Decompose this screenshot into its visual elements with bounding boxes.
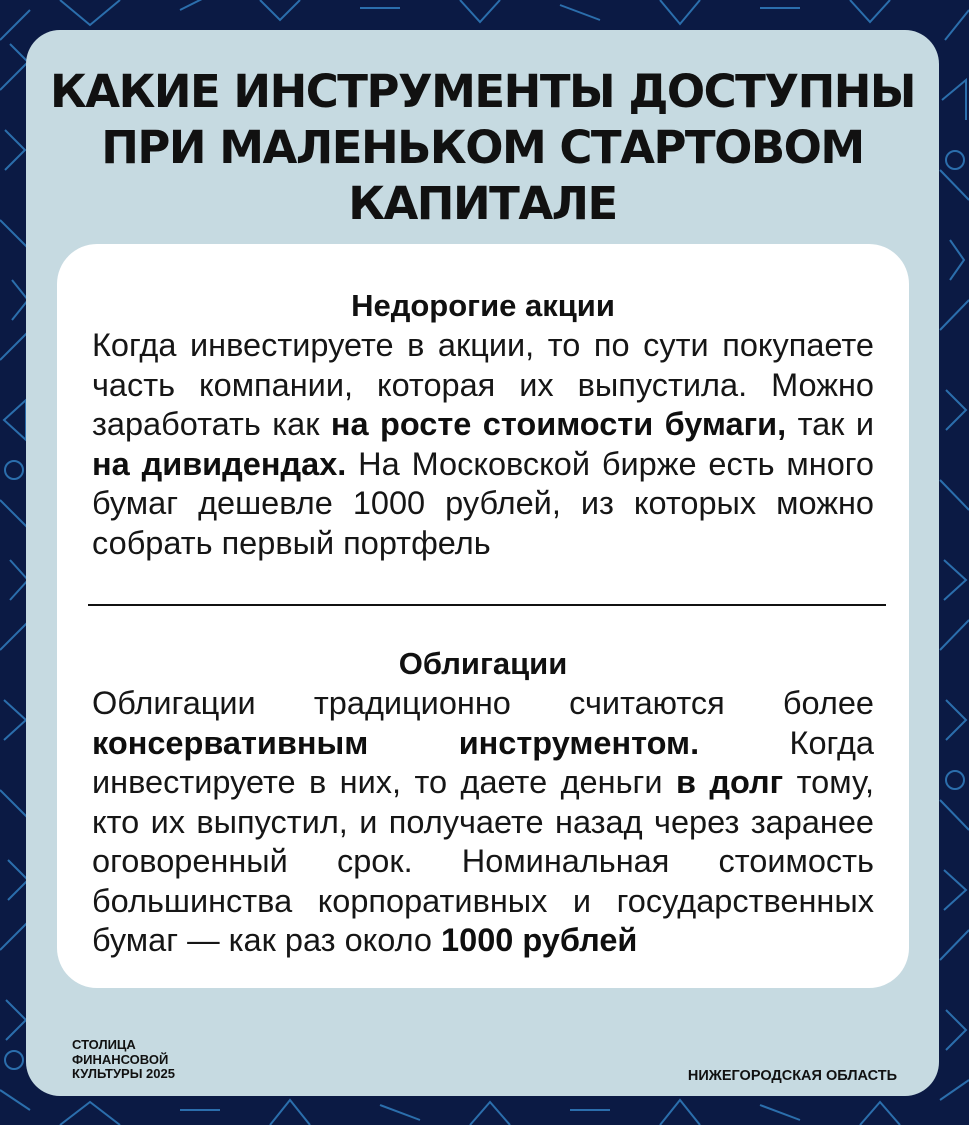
content-panel: [57, 244, 909, 988]
logo-line: КУЛЬТУРЫ 2025: [72, 1066, 175, 1081]
section-divider: [88, 604, 886, 606]
body-text: На Московской бирже есть много бумаг дешевле 1000 рублей, из которых можно собрать первый портфель: [92, 445, 874, 561]
body-text-bold: на росте стоимости бумаги,: [330, 406, 787, 442]
logo-line: ФИНАНСОВОЙ: [72, 1051, 169, 1067]
section-body: [92, 326, 874, 563]
section-heading: Недорогие акции: [351, 288, 615, 323]
body-text-bold: на дивидендах.: [92, 445, 347, 482]
brand-logo: [72, 1038, 175, 1082]
body-text-bold: консервативным инструментом.: [92, 724, 700, 761]
body-text: Когда инвестируете в акции, то по сути покупаете часть компании, которая их выпустила. Можно заработать как: [92, 327, 874, 442]
body-text: Когда инвестируете в них, то даете деньги: [92, 724, 874, 800]
section-bonds: [92, 646, 874, 961]
section-body: [92, 684, 874, 961]
body-text-bold: в долг: [675, 764, 784, 800]
section-heading: Облигации: [398, 646, 568, 681]
logo-line: СТОЛИЦА: [72, 1037, 136, 1052]
body-text: так и: [786, 406, 874, 442]
body-text: Облигации традиционно считаются более: [92, 685, 874, 721]
info-card: [26, 30, 939, 1096]
body-text-bold: 1000 рублей: [441, 922, 638, 958]
body-text: тому, кто их выпустил, и получаете назад через заранее оговоренный срок. Номинальная стоимость большинства корпоративных и государственных бумаг — как раз около: [92, 764, 874, 958]
region-label: НИЖЕГОРОДСКАЯ ОБЛАСТЬ: [687, 1068, 897, 1084]
page-title: КАКИЕ ИНСТРУМЕНТЫ ДОСТУПНЫ ПРИ МАЛЕНЬКОМ СТАРТОВОМ КАПИТАЛЕ: [49, 65, 916, 230]
section-stocks: [92, 288, 874, 563]
